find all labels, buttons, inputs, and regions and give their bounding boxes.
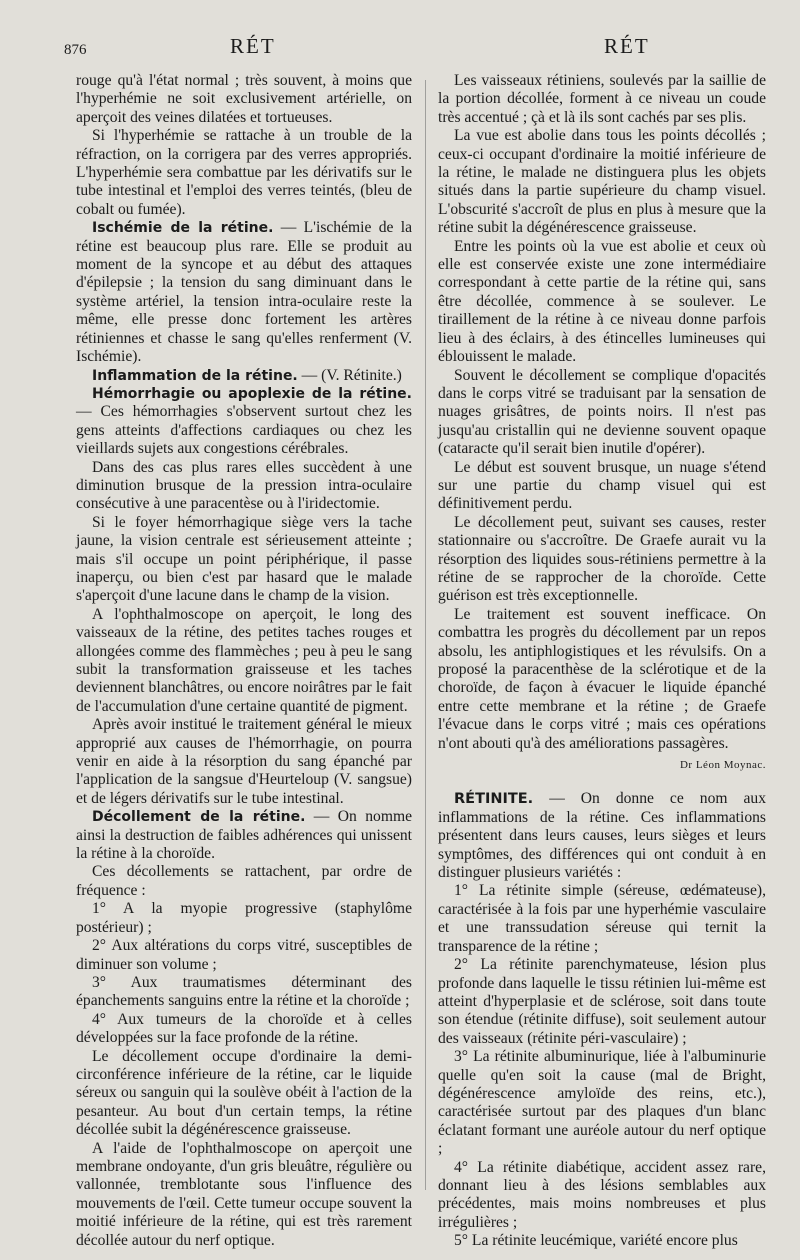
paragraph: La vue est abolie dans tous les points décollés ; ceux-ci occupant d'ordinaire la moitié inférieure de la rétine, le malade ne distinguera plus les objets situés dans la partie supérieure du champ visuel. L'obscurité s'accroît de plus en plus à mesure que la rétine subit la dégénérescence graisseuse. xyxy=(438,127,766,237)
entry-hemorrhagie xyxy=(76,385,412,459)
running-head-left: RÉT xyxy=(230,34,276,58)
list-item: 4° La rétinite diabétique, accident assez rare, donnant lieu à des lésions semblables aux précédentes, mais moins nombreuses et plus irrégulières ; xyxy=(438,1158,766,1231)
left-column xyxy=(76,72,412,1250)
paragraph: Le traitement est souvent inefficace. On combattra les progrès du décollement par un repos absolu, les antiphlogistiques et les révulsifs. On a proposé la paracenthèse de la sclérotique et de la choroïde, de façon à évacuer le liquide épanché entre cette membrane et la rétine ; de Graefe l'évacue dans le corps vitré ; mais ces opérations n'ont abouti qu'à des améliorations passagères. xyxy=(438,605,766,752)
paragraph: Ces décollements se rattachent, par ordre de fréquence : xyxy=(76,863,412,899)
entry-term: Hémorrhagie ou apoplexie de la rétine. xyxy=(92,385,412,402)
entry-inflammation xyxy=(76,367,412,385)
list-item: 2° La rétinite parenchymateuse, lésion plus profonde dans laquelle le tissu rétinien lui-même est atteint d'hyperplasie et de sclérose, soit dans toute son étendue (rétinite diffuse), soit seulement autour des vaisseaux (rétinite péri-vasculaire) ; xyxy=(438,956,766,1047)
paragraph: Si le foyer hémorrhagique siège vers la tache jaune, la vision centrale est sérieusement atteinte ; mais s'il occupe un point périphérique, il passe inaperçu, ou bien c'est par hasard que le malade s'aperçoit d'une lacune dans le champ de la vision. xyxy=(76,513,412,605)
list-item: 5° La rétinite leucémique, variété encore plus xyxy=(454,1232,738,1250)
list-item: 2° Aux altérations du corps vitré, susceptibles de diminuer son volume ; xyxy=(76,937,412,973)
right-column xyxy=(438,72,766,1251)
column-divider xyxy=(425,80,426,1190)
entry-decollement xyxy=(76,808,412,863)
page-number: 876 xyxy=(64,42,87,58)
entry-term: Décollement de la rétine. xyxy=(92,809,306,826)
list-item: 3° La rétinite albuminurique, liée à l'albuminurie quelle qu'en soit la cause (mal de Bright, dégénérescence amyloïde des reins, etc.), caractérisée surtout par des plaques d'un blanc éclatant formant une auréole autour du nerf optique ; xyxy=(438,1048,766,1158)
entry-term: Inflammation de la rétine. xyxy=(92,367,298,384)
entry-text: — (V. Rétinite.) xyxy=(297,366,402,384)
entry-term: Ischémie de la rétine. xyxy=(92,220,274,237)
list-item: 1° A la myopie progressive (staphylôme postérieur) ; xyxy=(76,900,412,936)
paragraph: Si l'hyperhémie se rattache à un trouble de la réfraction, on la corrigera par des verres appropriés. L'hyperhémie sera combattue par les dérivatifs sur le tube intestinal et l'emploi des verres teintés, (bleu de cobalt ou fumée). xyxy=(76,127,412,218)
paragraph: Dans des cas plus rares elles succèdent à une diminution brusque de la pression intra-oculaire consécutive à une paracentèse ou à l'iridectomie. xyxy=(76,458,412,513)
entry-text: — On nomme ainsi la destruction de faibles adhérences qui unissent la rétine à la choroïde. xyxy=(76,808,412,863)
list-item: 3° Aux traumatismes déterminant des épanchements sanguins entre la rétine et la choroïde ; xyxy=(76,973,412,1010)
paragraph: Le décollement occupe d'ordinaire la demi-circonférence inférieure de la rétine, car le liquide séreux ou sanguin qui la soulève obéit à l'action de la pesanteur. Au bout d'un certain temps, la rétine décollée subit la dégénérescence graisseuse. xyxy=(76,1047,412,1139)
entry-retinite xyxy=(438,790,766,882)
entry-text: — On donne ce nom aux inflammations de la rétine. Ces inflammations présentent dans leurs causes, leurs sièges et leurs symptômes, des différences qui ont conduit à en distinguer plusieurs variétés : xyxy=(438,790,766,882)
paragraph: Le début est souvent brusque, un nuage s'étend sur une partie du champ visuel qui est définitivement perdu. xyxy=(438,458,766,513)
list-item: 4° Aux tumeurs de la choroïde et à celles développées sur la face profonde de la rétine. xyxy=(76,1010,412,1047)
entry-text: — Ces hémorrhagies s'observent surtout chez les gens atteints d'affections cardiaques ou chez les vieillards sujets aux congestions cérébrales. xyxy=(76,403,412,458)
paragraph: Souvent le décollement se complique d'opacités dans le corps vitré se traduisant par la sensation de nuages grisâtres, de points noirs. Il n'est pas jusqu'au cristallin qui ne devienne souvent opaque (cataracte qu'il serait bien inutile d'opérer). xyxy=(438,366,766,458)
paragraph: rouge qu'à l'état normal ; très souvent, à moins que l'hyperhémie ne soit exclusivement artérielle, on aperçoit des veines dilatées et tortueuses. xyxy=(76,72,412,126)
list-item: 1° La rétinite simple (séreuse, œdémateuse), caractérisée à la fois par une hyperhémie vasculaire et une transsudation séreuse qui ternit la transparence de la rétine ; xyxy=(438,882,766,955)
entry-ischemie xyxy=(76,219,412,366)
paragraph: Après avoir institué le traitement général le mieux approprié aux causes de l'hémorrhagie, on pourra venir en aide à la résorption du sang épanché par l'application de la sangsue d'Heurteloup (V. sangsue) et de légers dérivatifs sur le tube intestinal. xyxy=(76,716,412,807)
author-signature: Dr Léon Moynac. xyxy=(679,759,766,772)
paragraph: Entre les points où la vue est abolie et ceux où elle est conservée existe une zone intermédiaire correspondant à cette partie de la rétine qui, sans être décollée, commence à se soulever. Le tiraillement de la rétine à ce niveau donne parfois lieu à des éclairs, à des étincelles lumineuses qui éblouissent le malade. xyxy=(438,237,766,366)
paragraph: Le décollement peut, suivant ses causes, rester stationnaire ou s'accroître. De Graefe aurait vu la résorption des liquides sous-rétiniens permettre à la rétine de se rapprocher de la choroïde. Cette guérison est très exceptionnelle. xyxy=(438,513,766,605)
entry-text: — L'ischémie de la rétine est beaucoup plus rare. Elle se produit au moment de la syncope et au début des attaques d'épilepsie ; la tension du sang diminuant dans le système artériel, la tension intra-oculaire reste la même, elle presse donc fortement les artères rétiniennes et chasse le sang qu'elles renferment (V. Ischémie). xyxy=(76,219,412,366)
paragraph: Les vaisseaux rétiniens, soulevés par la saillie de la portion décollée, forment à ce niveau un coude très accentué ; çà et là ils sont cachés par ses plis. xyxy=(438,72,766,126)
page-header xyxy=(0,34,800,64)
paragraph: A l'aide de l'ophthalmoscope on aperçoit une membrane ondoyante, d'un gris bleuâtre, régulière ou vallonnée, tremblotante sous l'influence des mouvements de l'œil. Cette tumeur occupe souvent la moitié inférieure de la rétine, qui est très rarement décollée autour du nerf optique. xyxy=(76,1139,412,1249)
entry-headword: RÉTINITE. xyxy=(454,791,534,808)
running-head-right: RÉT xyxy=(604,34,650,58)
paragraph: A l'ophthalmoscope on aperçoit, le long des vaisseaux de la rétine, des petites taches rouges et allongées comme des flammèches ; peu à peu le sang subit la transformation graisseuse et les taches deviennent blanchâtres, ou encore noirâtres par le fait de l'accumulation d'une certaine quantité de pigment. xyxy=(76,605,412,715)
